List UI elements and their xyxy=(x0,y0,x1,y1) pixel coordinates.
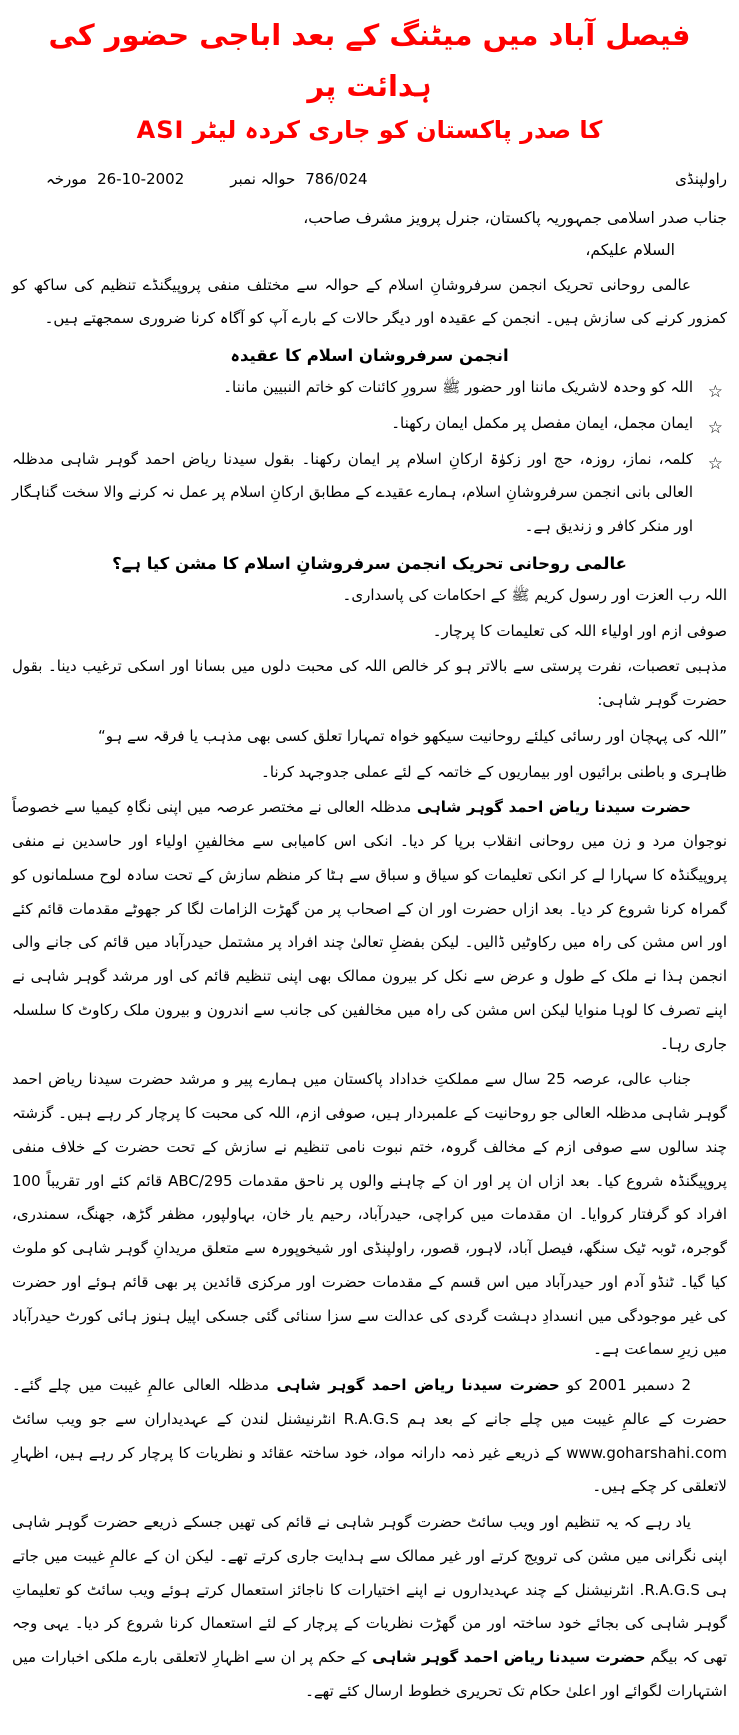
belief-item xyxy=(12,443,727,544)
belief-item xyxy=(12,407,727,441)
reference-label: حوالہ نمبر xyxy=(230,169,296,188)
salutation-line: جناب صدر اسلامی جمہوریہ پاکستان، جنرل پرویز مشرف صاحب، xyxy=(303,208,727,227)
belief-item-text: ایمان مجمل، ایمان مفصل پر مکمل ایمان رکھنا۔ xyxy=(391,413,693,432)
body-paragraph-3: 2 دسمبر 2001 کو حضرت سیدنا ریاض احمد گوہر شاہی مدظلہ العالی عالمِ غیبت میں چلے گئے۔ حضرت کے عالمِ غیبت میں چلے جانے کے بعد ہم R.A.G.S انٹرنیشنل لندن کے عہدیداران سے جو ویب سائٹ www.goharshahi.com کے ذریعے غیر ذمہ دارانہ مواد، خود ساختہ عقائد و نظریات کا پرچار کر رہے ہیں، اظہارِ لاتعلقی کر چکے ہیں۔ xyxy=(12,1376,727,1496)
date-label: مورخہ xyxy=(46,169,88,188)
belief-item-text: اللہ کو وحدہ لاشریک ماننا اور حضور ﷺ سرورِ کائنات کو خاتم النبیین ماننا۔ xyxy=(223,378,693,397)
intro-paragraph: عالمی روحانی تحریک انجمن سرفروشانِ اسلام کے حوالہ سے مختلف منفی پروپیگنڈے تنظیم کی ساکھ کو کمزور کرنے کی سازش ہیں۔ انجمن کے عقیدہ اور دیگر حالات کے بارے آپ کو آگاہ کرنا ضروری سمجھتے ہیں۔ xyxy=(12,275,727,328)
beliefs-heading: انجمن سرفروشان اسلام کا عقیدہ xyxy=(230,346,509,366)
mission-heading: عالمی روحانی تحریک انجمن سرفروشانِ اسلام کا مشن کیا ہے؟ xyxy=(112,553,627,573)
meta-row xyxy=(12,170,727,188)
mission-line: مذہبی تعصبات، نفرت پرستی سے بالاتر ہو کر خالص اللہ کی محبت دلوں میں بسانا اور اسکی ترغیب دینا۔ بقول حضرت گوہر شاہی: xyxy=(12,657,727,710)
mission-line: ظاہری و باطنی برائیوں اور بیماریوں کے خاتمہ کے لئے عملی جدوجہد کرنا۔ xyxy=(261,762,727,781)
star-bullet-icon: ☆ xyxy=(707,417,723,438)
belief-item-text: کلمہ، نماز، روزہ، حج اور زکوٰۃ ارکانِ اسلام پر ایمان رکھنا۔ بقول سیدنا ریاض احمد گوہر شاہی مدظلہ العالی بانی انجمن سرفروشانِ اسلام، ہمارے عقیدے کے مطابق ارکانِ اسلام پر عمل نہ کرنے والا سخت گناہگار اور منکر کافر و زندیق ہے۔ xyxy=(12,449,693,536)
body-paragraph-4: یاد رہے کہ یہ تنظیم اور ویب سائٹ حضرت گوہر شاہی نے قائم کی تھیں جسکے ذریعے حضرت گوہر شاہی اپنی نگرانی میں مشن کی ترویج کرتے اور غیر ممالک سے ہدایت جاری کرتے تھے۔ لیکن ان کے عالمِ غیبت میں جاتے ہی R.A.G.S. انٹرنیشنل کے چند عہدیداروں نے اپنے اختیارات کا ناجائز استعمال کرتے ہوئے ویب سائٹ کو تعلیماتِ گوہر شاہی کی بجائے خود ساختہ اور من گھڑت نظریات کے پرچار کے لئے استعمال کرنا شروع کر دیا۔ یہی وجہ تھی کہ بیگم حضرت سیدنا ریاض احمد گوہر شاہی کے حکم پر ان سے اظہارِ لاتعلقی بارے ملکی اخبارات میں اشتہارات لگوائے اور اعلیٰ حکام تک تحریری خطوط ارسال کئے تھے۔ xyxy=(12,1513,727,1700)
belief-item xyxy=(12,371,727,405)
asi-abbreviation: ASI xyxy=(136,115,185,144)
gohar-shahi-quote: ”اللہ کی پہچان اور رسائی کیلئے روحانیت سیکھو خواہ تمہارا تعلق کسی بھی مذہب یا فرقہ سے ہو“ xyxy=(97,726,727,745)
document-title-line-2 xyxy=(12,112,727,148)
date-reference-group xyxy=(46,170,368,188)
body-paragraph-2: جناب عالی، عرصہ 25 سال سے مملکتِ خداداد پاکستان میں ہمارے پیر و مرشد حضرت سیدنا ریاض احمد گوہر شاہی مدظلہ العالی جو روحانیت کے علمبردار ہیں، صوفی ازم، اللہ کی محبت کا پرچار کر رہے ہیں۔ گزشتہ چند سالوں سے صوفی ازم کے مخالف گروہ، ختم نبوت نامی تنظیم نے سازش کے تحت حضرت کے خلاف منفی پروپیگنڈہ شروع کیا۔ بعد ازاں ان پر اور ان کے چاہنے والوں پر ناحق مقدمات 295/ABC قائم کئے اور تقریباً 100 افراد کو گرفتار کروایا۔ ان مقدمات میں کراچی، حیدرآباد، رحیم یار خان، بہاولپور، مظفر گڑھ، جھنگ، سمندری، گوجرہ، ٹوبہ ٹیک سنگھ، فیصل آباد، لاہور، قصور، راولپنڈی اور شیخوپورہ سے متعلق مریدانِ گوہر شاہی کو ملوث کیا گیا۔ ٹنڈو آدم اور حیدرآباد میں اس قسم کے مقدمات حضرت اور مرکزی قائدین پر بھی قائم ہوئے اور حضرت کی غیر موجودگی میں انسدادِ دہشت گردی کی عدالت سے سزا سنائی گئی جسکی اپیل ہنوز ہائی کورٹ حیدرآباد میں زیرِ سماعت ہے۔ xyxy=(12,1070,727,1359)
document-title-line-1: فیصل آباد میں میٹنگ کے بعد اباجی حضور کی ہدائت پر xyxy=(48,18,691,103)
star-bullet-icon: ☆ xyxy=(707,382,723,403)
document-title-line-2-urdu: کا صدر پاکستان کو جاری کردہ لیٹر xyxy=(192,115,603,144)
greeting-line: السلام علیکم، xyxy=(585,241,675,260)
date-value: 26-10-2002 xyxy=(97,169,185,188)
city-label: راولپنڈی xyxy=(675,169,727,188)
mission-line: اللہ رب العزت اور رسول کریم ﷺ کے احکامات کی پاسداری۔ xyxy=(342,585,727,604)
reference-value: 786/024 xyxy=(305,169,368,188)
mission-line: صوفی ازم اور اولیاء اللہ کی تعلیمات کا پرچار۔ xyxy=(432,621,727,640)
body-paragraph-1: حضرت سیدنا ریاض احمد گوہر شاہی مدظلہ العالی نے مختصر عرصہ میں اپنی نگاہِ کیمیا سے خصوصاً نوجوان مرد و زن میں روحانی انقلاب برپا کر دیا۔ انکی اس کامیابی سے مخالفینِ اولیاء اور حاسدین نے منفی پروپیگنڈہ کا سہارا لے کر انکی تعلیمات کو سیاق و سباق سے ہٹا کر منظم سازش کے تحت سادہ لوح مسلمانوں کو گمراہ کرنا شروع کر دیا۔ بعد ازاں حضرت اور ان کے اصحاب پر من گھڑت الزامات لگا کر جھوٹے مقدمات قائم کئے اور اس مشن کی راہ میں رکاوٹیں ڈالیں۔ لیکن بفضلِ تعالیٰ چند افراد پر مشتمل حیدرآباد میں قائم کی جانے والی انجمن ہذا نے ملک کے طول و عرض سے نکل کر بیرون ممالک بھی اپنی تنظیم قائم کی اور مرشد گوہر شاہی نے اپنے تصرف کا لوہا منوایا لیکن اس مشن کی راہ میں مخالفین کی جانب سے اندرون و بیرون ملک رکاوٹ کا سلسلہ جاری رہا۔ xyxy=(12,798,727,1053)
star-bullet-icon: ☆ xyxy=(707,453,723,474)
document-title xyxy=(12,10,727,148)
